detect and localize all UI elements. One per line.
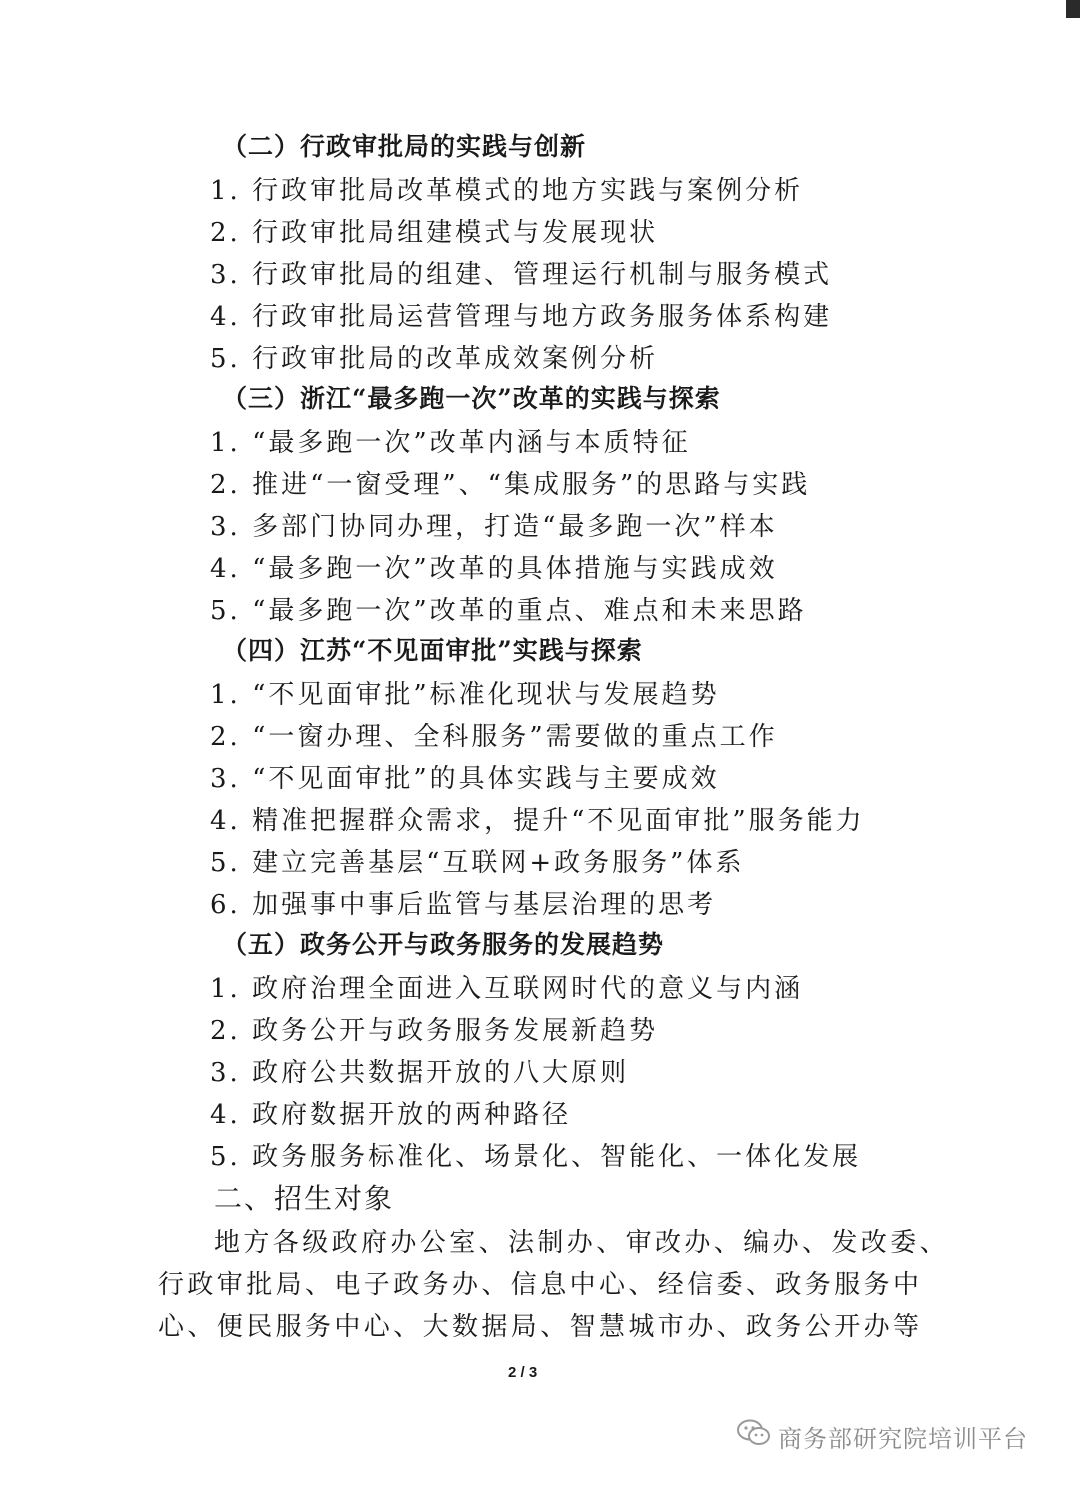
list-item: 3. 行政审批局的组建、管理运行机制与服务模式 [210, 260, 833, 290]
list-item: 1. 行政审批局改革模式的地方实践与案例分析 [210, 176, 804, 206]
paragraph-line: 地方各级政府办公室、法制办、审改办、编办、发改委、 [214, 1228, 950, 1258]
list-item: 4. 精准把握群众需求，提升“不见面审批”服务能力 [210, 806, 865, 836]
list-item: 1. “不见面审批”标准化现状与发展趋势 [210, 680, 720, 710]
section-title-enrollment: 二、招生对象 [214, 1182, 395, 1215]
list-item: 4. “最多跑一次”改革的具体措施与实践成效 [210, 554, 778, 584]
list-item: 4. 行政审批局运营管理与地方政务服务体系构建 [210, 302, 833, 332]
list-item: 5. 行政审批局的改革成效案例分析 [210, 344, 659, 374]
scan-edge-mark [1066, 0, 1080, 18]
section-heading-3: （三）浙江“最多跑一次”改革的实践与探索 [222, 384, 721, 413]
list-item: 3. 多部门协同办理，打造“最多跑一次”样本 [210, 512, 778, 542]
list-item: 2. “一窗办理、全科服务”需要做的重点工作 [210, 722, 778, 752]
list-item: 4. 政府数据开放的两种路径 [210, 1100, 572, 1130]
paragraph-line: 心、便民服务中心、大数据局、智慧城市办、政务公开办等 [158, 1312, 923, 1342]
watermark [736, 1418, 1028, 1454]
section-heading-4: （四）江苏“不见面审批”实践与探索 [222, 636, 643, 665]
list-item: 5. 政务服务标准化、场景化、智能化、一体化发展 [210, 1142, 862, 1172]
section-heading-2: （二）行政审批局的实践与创新 [222, 132, 587, 161]
list-item: 3. 政府公共数据开放的八大原则 [210, 1058, 630, 1088]
list-item: 5. “最多跑一次”改革的重点、难点和未来思路 [210, 596, 807, 626]
list-item: 2. 政务公开与政务服务发展新趋势 [210, 1016, 659, 1046]
wechat-icon [736, 1418, 772, 1454]
list-item: 2. 推进“一窗受理”、“集成服务”的思路与实践 [210, 470, 811, 500]
list-item: 1. 政府治理全面进入互联网时代的意义与内涵 [210, 974, 804, 1004]
paragraph-line: 行政审批局、电子政务办、信息中心、经信委、政务服务中 [158, 1270, 923, 1300]
list-item: 3. “不见面审批”的具体实践与主要成效 [210, 764, 720, 794]
list-item: 2. 行政审批局组建模式与发展现状 [210, 218, 659, 248]
list-item: 1. “最多跑一次”改革内涵与本质特征 [210, 428, 691, 458]
list-item: 5. 建立完善基层“互联网+政务服务”体系 [210, 848, 745, 878]
watermark-text: 商务部研究院培训平台 [778, 1424, 1028, 1453]
page-number: 2 / 3 [508, 1364, 538, 1381]
section-heading-5: （五）政务公开与政务服务的发展趋势 [222, 930, 665, 959]
list-item: 6. 加强事中事后监管与基层治理的思考 [210, 890, 717, 920]
